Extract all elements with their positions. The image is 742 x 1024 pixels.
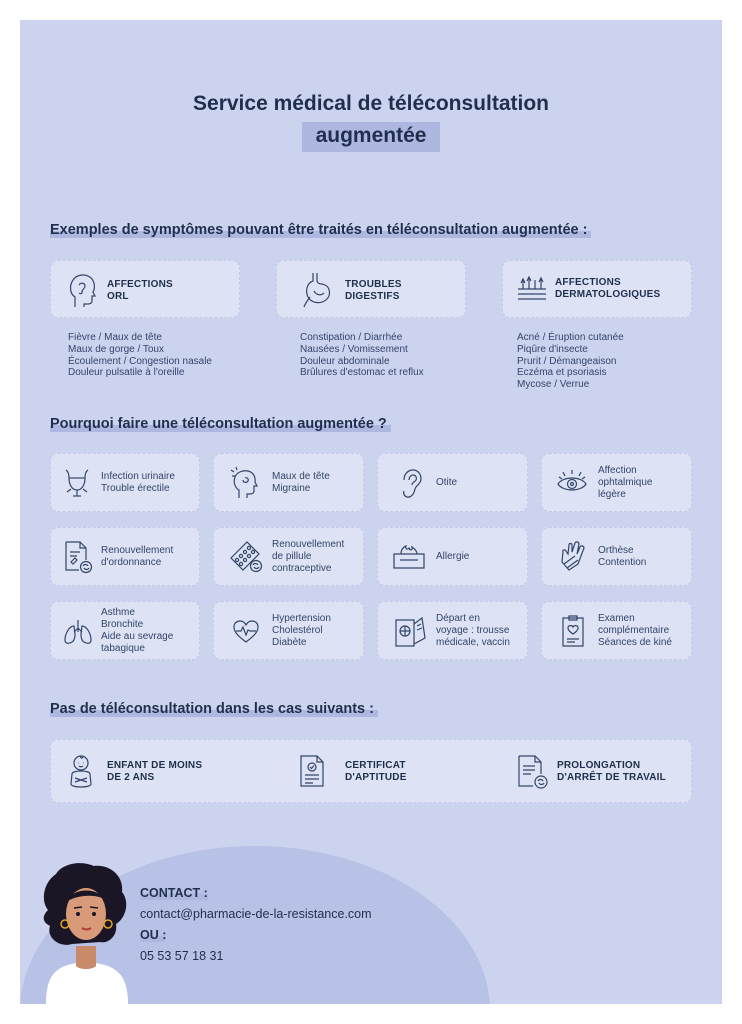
reason-line: médicale, vaccin [436, 637, 510, 648]
category-title-line: TROUBLES [345, 279, 402, 290]
category-title-line: AFFECTIONS [555, 277, 621, 288]
page-title: Service médical de téléconsultation [193, 92, 549, 115]
reason-card [541, 453, 692, 512]
exclusions-heading: Pas de téléconsultation dans les cas suivants : [50, 701, 378, 717]
category-card-orl [50, 260, 240, 318]
reason-line: Séances de kiné [598, 637, 672, 648]
exclusion-line: D'APTITUDE [345, 772, 407, 783]
bladder-icon [63, 468, 91, 498]
reason-line: Examen [598, 613, 635, 624]
exclusions-card [50, 739, 692, 803]
list-item: Maux de gorge / Toux [68, 343, 164, 355]
reason-line: Migraine [272, 483, 311, 494]
list-item: Douleur abdominale [300, 355, 390, 367]
list-item: Nausées / Vomissement [300, 343, 408, 355]
category-card-dermatology [502, 260, 692, 318]
reason-line: Infection urinaire [101, 471, 175, 482]
reason-line: Contention [598, 557, 647, 568]
list-item: Eczéma et psoriasis [517, 367, 607, 379]
reason-card [213, 601, 364, 660]
reason-line: Orthèse [598, 545, 634, 556]
contact-label: CONTACT : [140, 886, 208, 900]
skin-icon [517, 275, 547, 305]
reason-card [50, 601, 200, 660]
category-title-line: ORL [107, 291, 129, 302]
reason-line: Otite [436, 477, 458, 488]
heart-pulse-icon [232, 620, 260, 644]
list-item: Mycose / Verrue [517, 379, 590, 391]
reason-line: Affection [598, 465, 637, 476]
reason-line: tabagique [101, 643, 145, 654]
poster [20, 20, 722, 1004]
category-title-line: DIGESTIFS [345, 291, 400, 302]
symptom-list-dermatology [517, 332, 624, 391]
eye-icon [556, 468, 588, 498]
reason-card [213, 527, 364, 586]
exclusion-line: CERTIFICAT [345, 760, 406, 771]
reason-card [50, 527, 200, 586]
reason-line: Départ en [436, 613, 480, 624]
contact-email[interactable]: contact@pharmacie-de-la-resistance.com [140, 907, 372, 921]
list-item: Douleur pulsatile à l'oreille [68, 367, 185, 379]
reason-line: Diabète [272, 637, 307, 648]
reason-line: Aide au sevrage [101, 631, 174, 642]
reasons-heading: Pourquoi faire une téléconsultation augmentée ? [50, 416, 391, 432]
category-card-digestive [276, 260, 466, 318]
reason-line: complémentaire [598, 625, 670, 636]
exclusion-line: D'ARRÊT DE TRAVAIL [557, 772, 666, 783]
clipboard-medical-icon [560, 614, 586, 648]
exclusion-line: PROLONGATION [557, 760, 641, 771]
tissue-box-icon [392, 544, 426, 570]
symptoms-heading: Exemples de symptômes pouvant être traités en téléconsultation augmentée : [50, 222, 591, 238]
category-title-line: AFFECTIONS [107, 279, 173, 290]
reason-line: Renouvellement [101, 545, 174, 556]
list-item: Constipation / Diarrhée [300, 332, 403, 343]
certificate-icon [299, 754, 325, 788]
reason-line: d'ordonnance [101, 557, 162, 568]
reason-line: Bronchite [101, 619, 144, 630]
ear-icon [400, 468, 422, 500]
stomach-icon [301, 271, 333, 309]
reason-line: Asthme [101, 607, 135, 618]
contact-phone[interactable]: 05 53 57 18 31 [140, 949, 224, 963]
list-item: Piqûre d'insecte [517, 343, 588, 355]
exclusion-line: ENFANT DE MOINS [107, 760, 203, 771]
prescription-renew-icon [63, 540, 93, 574]
reason-line: Hypertension [272, 613, 331, 624]
ear-head-icon [67, 271, 97, 309]
reason-line: Cholestérol [272, 625, 323, 636]
reason-line: de pillule [272, 551, 312, 562]
reason-line: Maux de tête [272, 471, 330, 482]
reason-card [213, 453, 364, 512]
reason-line: Allergie [436, 551, 470, 562]
reason-line: Trouble érectile [101, 483, 170, 494]
reason-line: Renouvellement [272, 539, 345, 550]
category-title-line: DERMATOLOGIQUES [555, 289, 661, 300]
list-item: Acné / Éruption cutanée [517, 332, 624, 343]
avatar [32, 860, 142, 1004]
baby-icon [67, 754, 95, 790]
brace-hand-icon [558, 540, 586, 574]
exclusion-line: DE 2 ANS [107, 772, 155, 783]
page-title-highlight: augmentée [302, 122, 441, 152]
reason-card [50, 453, 200, 512]
reason-card [541, 527, 692, 586]
reason-line: légère [598, 489, 626, 500]
pill-pack-icon [228, 540, 264, 574]
reason-card [377, 527, 528, 586]
reason-line: voyage : trousse [436, 625, 510, 636]
document-extend-icon [517, 754, 549, 790]
lungs-icon [63, 618, 93, 646]
symptom-list-orl [68, 332, 212, 379]
list-item: Écoulement / Congestion nasale [68, 355, 212, 367]
headache-icon [230, 466, 260, 500]
contact-or-label: OU : [140, 928, 167, 942]
list-item: Fièvre / Maux de tête [68, 332, 162, 343]
list-item: Brûlures d'estomac et reflux [300, 367, 424, 379]
reason-line: ophtalmique [598, 477, 653, 488]
reason-card [541, 601, 692, 660]
reason-card [377, 453, 528, 512]
reason-line: contraceptive [272, 563, 332, 574]
passport-icon [394, 614, 426, 648]
reason-card [377, 601, 528, 660]
list-item: Prurit / Démangeaison [517, 355, 617, 367]
symptom-list-digestive [300, 332, 424, 379]
